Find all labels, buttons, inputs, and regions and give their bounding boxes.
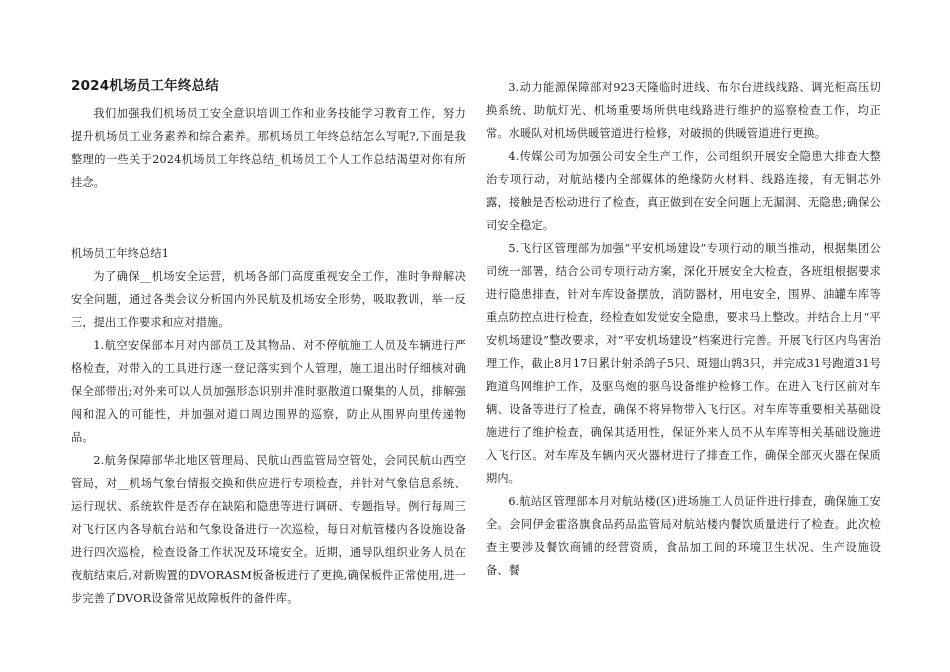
- right-column: [486, 76, 881, 582]
- paragraph-item-4: 4.传媒公司为加强公司安全生产工作，公司组织开展安全隐患大排查大整治专项行动，对航站楼内全部媒体的绝缘防火材料、线路连接，有无铜芯外露，接触是否松动进行了检查，真正做到在安全问题上无漏洞、无隐患;确保公司安全稳定。: [486, 150, 881, 232]
- document-title: 2024机场员工年终总结: [71, 78, 219, 94]
- left-column: [71, 76, 466, 610]
- paragraph-item-6: 6.航站区管理部本月对航站楼(区)进场施工人员证件进行排查，确保施工安全。会同伊金霍洛旗食品药品监管局对航站楼内餐饮质量进行了检查。此次检查主要涉及餐饮商铺的经营资质，食品加工间的环境卫生状况、生产设施设备、餐: [486, 495, 881, 577]
- paragraph-overview: 为了确保__机场安全运营，机场各部门高度重视安全工作，准时争辩解决安全问题，通过各类会议分析国内外民航及机场安全形势，吸取教训，举一反三，提出工作要求和应对措施。: [71, 270, 466, 329]
- section-title: 机场员工年终总结1: [71, 247, 169, 260]
- paragraph-item-5: 5.飞行区管理部为加强“平安机场建设”专项行动的顺当推动，根据集团公司统一部署，结合公司专项行动方案，深化开展安全大检查，各班组根据要求进行隐患排查，针对车库设备摆放，消防器材，用电安全，围界、油罐车库等重点防控点进行检查，经检查如发觉安全隐患，要求马上整改。并结合上月“平安机场建设”整改要求，对“平安机场建设”档案进行完善。开展飞行区内鸟害治理工作，截止8月17日累计射杀鸽子5只、斑翅山鹑3只，并完成31号跑道31号跑道鸟网维护工作，及驱鸟炮的驱鸟设备维护检修工作。在进入飞行区前对车辆、设备等进行了检查，确保不将异物带入飞行区。对车库等重要相关基础设施进行了维护检查，确保其适用性，保证外来人员不从车库等相关基础设施进入飞行区。对车库及车辆内灭火器材进行了排查工作，确保全部灭火器在保质期内。: [486, 242, 881, 485]
- intro-paragraph: 我们加强我们机场员工安全意识培训工作和业务技能学习教育工作，努力提升机场员工业务素养和综合素养。那机场员工年终总结怎么写呢?,下面是我整理的一些关于2024机场员工年终总结_机场员工个人工作总结渴望对你有所挂念。: [71, 107, 466, 189]
- paragraph-item-1: 1.航空安保部本月对内部员工及其物品、对不停航施工人员及车辆进行严格检查，对带入的工具进行逐一登记落实到个人管理，施工退出时仔细核对确保全部带出;对外来可以人员加强形态识别并准时驱散道口聚集的人员，排解强闯和混入的可能性，并加强对道口周边围界的巡察，防止从围界向里传递物品。: [71, 339, 466, 444]
- paragraph-item-2: 2.航务保障部华北地区管理局、民航山西监管局空管处，会同民航山西空管局，对__机场气象台情报交换和供应进行专项检查，并针对气象信息系统、运行现状、系统软件是否存在缺陷和隐患等进行调研、专题指导。例行每周三对飞行区内各导航台站和气象设备进行一次巡检，每日对航管楼内各设施设备进行四次巡检，检查设备工作状况及环境安全。近期，通导队组织业务人员在夜航结束后,对新购置的DVORASM板备板进行了更换,确保板件正常使用,进一步完善了DVOR设备常见故障板件的备件库。: [71, 454, 466, 605]
- paragraph-item-3: 3.动力能源保障部对923天隆临时进线、布尔台进线线路、调光柜高压切换系统、助航灯光、机场重要场所供电线路进行维护的巡察检查工作，均正常。水暖队对机场供暖管道进行检修，对破损的供暖管道进行更换。: [486, 81, 881, 140]
